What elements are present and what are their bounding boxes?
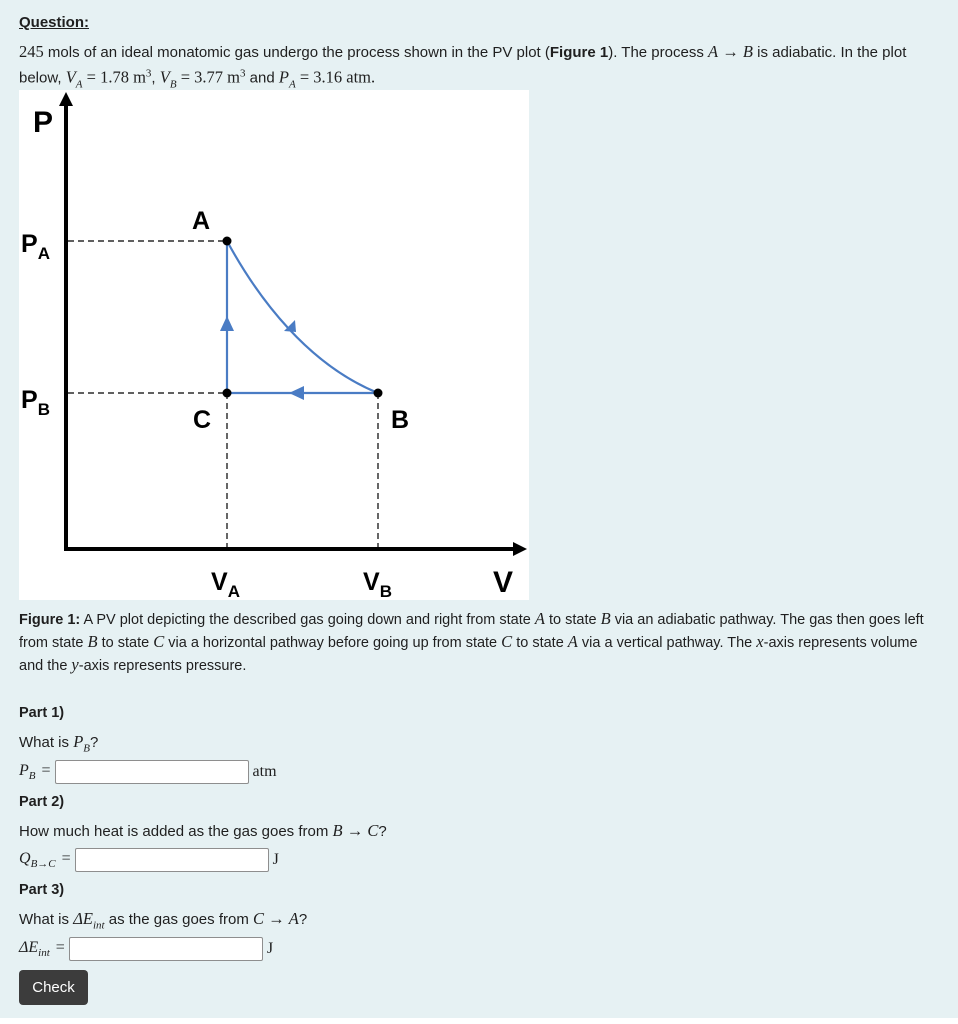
part1-answer-row (19, 759, 277, 785)
part3-answer-row (19, 936, 273, 962)
point-a-dot (223, 237, 232, 246)
x-axis-arrowhead (513, 542, 527, 556)
part2-answer-row (19, 847, 279, 873)
part2-question: How much heat is added as the gas goes from B → C? (19, 821, 387, 840)
part1-answer-label: $P_B$ = (19, 761, 51, 783)
axis-y-label: P (33, 106, 54, 139)
pv-plot-figure (19, 90, 529, 600)
part1-title: Part 1) (19, 705, 65, 721)
vb-label: $V_B$ (363, 568, 392, 600)
axis-x-label: V (493, 566, 514, 599)
part3-title: Part 3) (19, 882, 65, 898)
pb-label: $P_B$ (21, 386, 50, 419)
pb-answer-input[interactable] (55, 760, 249, 784)
q-bc-answer-input[interactable] (75, 848, 269, 872)
part1-unit: atm (252, 763, 277, 780)
pa-label: $P_A$ (21, 230, 50, 263)
question-intro: 245 mols of an ideal monatomic gas undergo the process shown in the PV plot (Figure 1). The process A → B is adiabatic. In the plot below, $V_A = 1.78$ $m^3$, $V_B = 3.77$ $m^3$ and $P_A = 3.16$ atm. (19, 42, 907, 90)
point-b-label: B (391, 406, 410, 434)
figure-caption: Figure 1: A PV plot depicting the described gas going down and right from state A to state B via an adiabatic pathway. The gas then goes left from state B to state C via a horizontal pathway before going up from state C to state A via a vertical pathway. The x-axis represents volume and the y-axis represents pressure. (19, 609, 924, 674)
question-heading: Question: (19, 14, 89, 31)
part3-answer-label: $\Delta E_{int}$ = (19, 938, 65, 960)
delta-eint-answer-input[interactable] (69, 937, 263, 961)
point-b-dot (374, 389, 383, 398)
pv-plot (19, 90, 529, 600)
va-label: $V_A$ (211, 568, 240, 600)
point-c-dot (223, 389, 232, 398)
part2-title: Part 2) (19, 794, 65, 810)
check-button[interactable]: Check (19, 970, 88, 1005)
arrow-b-to-c (289, 386, 304, 400)
y-axis-arrowhead (59, 92, 73, 106)
part3-question: What is $\Delta E_{int}$ as the gas goes from C → A? (19, 909, 308, 932)
part2-unit: J (272, 851, 279, 868)
arrow-c-to-a (220, 316, 234, 331)
part3-unit: J (266, 940, 274, 957)
part1-question: What is $P_B$? (19, 732, 99, 755)
point-c-label: C (193, 406, 212, 434)
point-a-label: A (192, 207, 211, 235)
part2-answer-label: $Q_{B\to C}$ = (19, 849, 71, 871)
adiabatic-path-a-b (227, 241, 378, 393)
